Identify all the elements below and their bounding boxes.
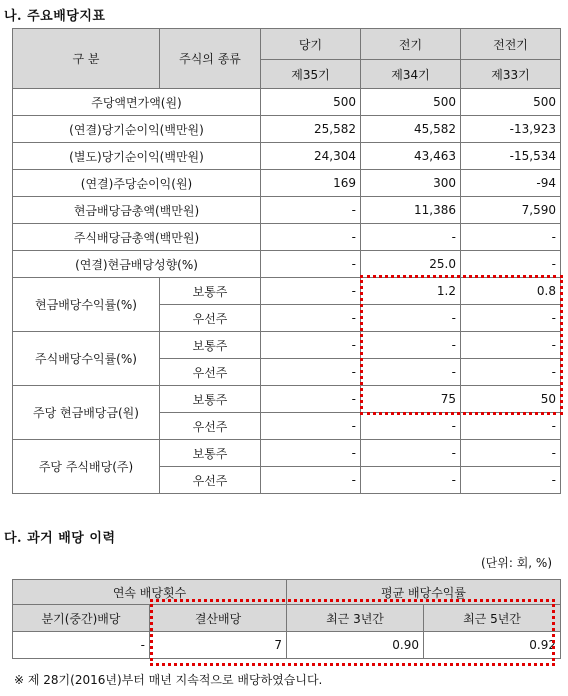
indicator-value: - — [261, 197, 361, 224]
indicator-value: - — [261, 251, 361, 278]
indicator-value: -15,534 — [461, 143, 561, 170]
stock-type-label: 보통주 — [160, 386, 261, 413]
dividend-indicators-table — [12, 28, 561, 494]
indicator-value: - — [261, 467, 361, 494]
indicator-row — [13, 89, 561, 116]
indicator-value: - — [461, 413, 561, 440]
indicator-value: 500 — [361, 89, 461, 116]
header-settlement-dividend: 결산배당 — [150, 605, 287, 632]
header-average-yield: 평균 배당수익률 — [287, 580, 561, 605]
indicator-group-label: 주당 주식배당(주) — [13, 440, 160, 494]
indicator-value: - — [261, 386, 361, 413]
indicator-value: - — [461, 251, 561, 278]
indicator-row — [13, 197, 561, 224]
indicator-value: 24,304 — [261, 143, 361, 170]
value-settlement-dividend: 7 — [150, 632, 287, 659]
indicator-value: - — [261, 359, 361, 386]
header-category: 구 분 — [13, 29, 160, 89]
indicator-row — [13, 278, 561, 305]
indicator-label: (연결)당기순이익(백만원) — [13, 116, 261, 143]
header-recent-5-years: 최근 5년간 — [424, 605, 561, 632]
header-period: 전전기 — [461, 29, 561, 60]
value-interim-dividend: - — [13, 632, 150, 659]
indicator-value: 50 — [461, 386, 561, 413]
indicator-value: - — [361, 467, 461, 494]
indicator-value: - — [461, 359, 561, 386]
indicator-value: 11,386 — [361, 197, 461, 224]
indicator-value: - — [461, 467, 561, 494]
indicator-label: 현금배당금총액(백만원) — [13, 197, 261, 224]
indicator-row — [13, 332, 561, 359]
dividend-history-table — [12, 579, 561, 659]
indicator-value: - — [361, 359, 461, 386]
indicator-value: 7,590 — [461, 197, 561, 224]
indicator-value: - — [361, 413, 461, 440]
header-term: 제33기 — [461, 60, 561, 89]
value-recent-5-years: 0.92 — [424, 632, 561, 659]
indicator-value: 45,582 — [361, 116, 461, 143]
indicator-value: - — [261, 305, 361, 332]
value-recent-3-years: 0.90 — [287, 632, 424, 659]
indicator-value: - — [461, 332, 561, 359]
indicator-row — [13, 170, 561, 197]
indicator-value: - — [261, 278, 361, 305]
header-recent-3-years: 최근 3년간 — [287, 605, 424, 632]
stock-type-label: 우선주 — [160, 467, 261, 494]
header-period: 전기 — [361, 29, 461, 60]
indicator-value: - — [261, 413, 361, 440]
section-title-dividend-history: 다. 과거 배당 이력 — [4, 531, 116, 546]
header-consecutive-count: 연속 배당횟수 — [13, 580, 287, 605]
indicator-row — [13, 251, 561, 278]
stock-type-label: 우선주 — [160, 305, 261, 332]
indicator-group-label: 주당 현금배당금(원) — [13, 386, 160, 440]
indicator-value: - — [361, 332, 461, 359]
section-title-dividend-indicators: 나. 주요배당지표 — [4, 9, 106, 24]
stock-type-label: 우선주 — [160, 413, 261, 440]
header-stock-type: 주식의 종류 — [160, 29, 261, 89]
header-interim-dividend: 분기(중간)배당 — [13, 605, 150, 632]
indicator-value: 169 — [261, 170, 361, 197]
indicator-row — [13, 116, 561, 143]
indicator-row — [13, 440, 561, 467]
indicator-value: 500 — [461, 89, 561, 116]
indicator-value: - — [261, 332, 361, 359]
indicator-value: - — [361, 224, 461, 251]
indicator-label: 주당액면가액(원) — [13, 89, 261, 116]
stock-type-label: 보통주 — [160, 278, 261, 305]
indicator-row — [13, 224, 561, 251]
unit-label: (단위: 회, %) — [480, 556, 552, 570]
indicator-value: 43,463 — [361, 143, 461, 170]
indicator-value: 300 — [361, 170, 461, 197]
indicator-value: 1.2 — [361, 278, 461, 305]
header-term: 제35기 — [261, 60, 361, 89]
indicator-value: - — [261, 440, 361, 467]
indicator-value: 500 — [261, 89, 361, 116]
indicator-label: (연결)주당순이익(원) — [13, 170, 261, 197]
indicator-value: - — [261, 224, 361, 251]
indicator-value: -13,923 — [461, 116, 561, 143]
indicator-value: - — [461, 305, 561, 332]
indicator-group-label: 현금배당수익률(%) — [13, 278, 160, 332]
indicator-value: 25,582 — [261, 116, 361, 143]
footnote: ※ 제 28기(2016년)부터 매년 지속적으로 배당하였습니다. — [14, 673, 323, 687]
indicator-group-label: 주식배당수익률(%) — [13, 332, 160, 386]
indicator-value: - — [361, 305, 461, 332]
indicator-value: 0.8 — [461, 278, 561, 305]
header-period: 당기 — [261, 29, 361, 60]
indicator-value: -94 — [461, 170, 561, 197]
indicator-row — [13, 143, 561, 170]
indicator-value: - — [461, 224, 561, 251]
indicator-row — [13, 386, 561, 413]
indicator-value: - — [361, 440, 461, 467]
stock-type-label: 보통주 — [160, 440, 261, 467]
stock-type-label: 우선주 — [160, 359, 261, 386]
indicator-value: 75 — [361, 386, 461, 413]
indicator-label: 주식배당금총액(백만원) — [13, 224, 261, 251]
indicator-value: 25.0 — [361, 251, 461, 278]
indicator-label: (별도)당기순이익(백만원) — [13, 143, 261, 170]
indicator-label: (연결)현금배당성향(%) — [13, 251, 261, 278]
header-term: 제34기 — [361, 60, 461, 89]
indicator-value: - — [461, 440, 561, 467]
stock-type-label: 보통주 — [160, 332, 261, 359]
